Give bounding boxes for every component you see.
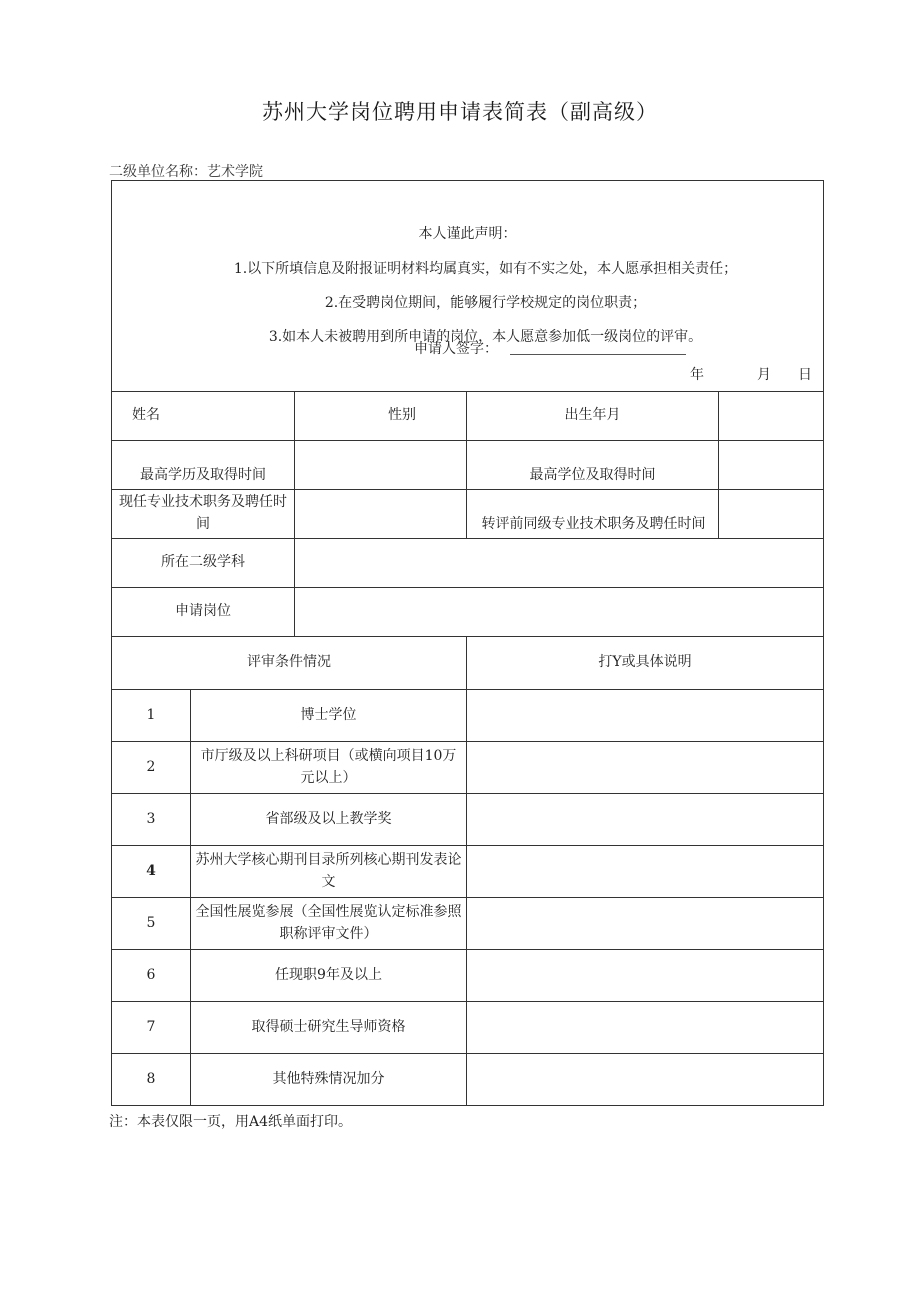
criteria-remark-cell[interactable] xyxy=(467,898,824,950)
declaration-item: 3.如本人未被聘用到所申请的岗位，本人愿意参加低一级岗位的评审。 xyxy=(268,328,703,345)
date-month-label: 月 xyxy=(757,367,771,383)
criteria-number: 2 xyxy=(112,742,191,794)
criteria-remark-cell[interactable] xyxy=(467,794,824,846)
prior-title-value-cell[interactable] xyxy=(719,490,824,539)
birth-value-cell[interactable] xyxy=(719,392,824,441)
name-label: 姓名 xyxy=(112,392,295,441)
highest-degree-value-cell[interactable] xyxy=(719,441,824,490)
criteria-text: 取得硕士研究生导师资格 xyxy=(191,1002,467,1054)
criteria-number: 3 xyxy=(112,794,191,846)
criteria-remark-cell[interactable] xyxy=(467,690,824,742)
highest-education-value-cell[interactable] xyxy=(295,441,467,490)
signature-row xyxy=(414,339,686,361)
discipline-label: 所在二级学科 xyxy=(112,539,295,588)
declaration-item: 1.以下所填信息及附报证明材料均属真实，如有不实之处，本人愿承担相关责任； xyxy=(233,261,738,278)
criteria-text: 其他特殊情况加分 xyxy=(191,1054,467,1106)
position-label: 申请岗位 xyxy=(112,588,295,637)
signature-label: 申请人签字： xyxy=(414,341,498,357)
criteria-number: 8 xyxy=(112,1054,191,1106)
current-title-label: 现任专业技术职务及聘任时间 xyxy=(112,490,295,539)
discipline-value-cell[interactable] xyxy=(295,539,824,588)
prior-title-label: 转评前同级专业技术职务及聘任时间 xyxy=(467,490,719,539)
signature-field[interactable] xyxy=(510,340,686,355)
criteria-number: 1 xyxy=(112,690,191,742)
criteria-header: 评审条件情况 xyxy=(112,637,467,690)
date-year-label: 年 xyxy=(690,367,704,383)
page-title: 苏州大学岗位聘用申请表简表（副高级） xyxy=(262,100,658,124)
highest-degree-label: 最高学位及取得时间 xyxy=(467,441,719,490)
criteria-remark-cell[interactable] xyxy=(467,742,824,794)
criteria-remark-cell[interactable] xyxy=(467,1054,824,1106)
criteria-text: 省部级及以上教学奖 xyxy=(191,794,467,846)
criteria-remark-cell[interactable] xyxy=(467,950,824,1002)
highest-education-label: 最高学历及取得时间 xyxy=(112,441,295,490)
declaration-cell xyxy=(112,181,824,392)
footnote: 注：本表仅限一页，用A4纸单面打印。 xyxy=(109,1114,353,1130)
criteria-text: 全国性展览参展（全国性展览认定标准参照职称评审文件） xyxy=(191,898,467,950)
criteria-remark-cell[interactable] xyxy=(467,1002,824,1054)
unit-name: 二级单位名称：艺术学院 xyxy=(109,164,263,180)
criteria-text: 博士学位 xyxy=(191,690,467,742)
criteria-number: 6 xyxy=(112,950,191,1002)
position-value-cell[interactable] xyxy=(295,588,824,637)
criteria-text: 任现职9年及以上 xyxy=(191,950,467,1002)
birth-label: 出生年月 xyxy=(467,392,719,441)
criteria-text: 苏州大学核心期刊目录所列核心期刊发表论文 xyxy=(191,846,467,898)
criteria-number: 4 xyxy=(112,846,191,898)
criteria-text: 市厅级及以上科研项目（或横向项目10万元以上） xyxy=(191,742,467,794)
criteria-remark-cell[interactable] xyxy=(467,846,824,898)
remarks-header: 打Y或具体说明 xyxy=(467,637,824,690)
criteria-number: 7 xyxy=(112,1002,191,1054)
declaration-item: 2.在受聘岗位期间，能够履行学校规定的岗位职责； xyxy=(324,295,647,311)
current-title-value-cell[interactable] xyxy=(295,490,467,539)
gender-label: 性别 xyxy=(295,392,467,441)
criteria-number: 5 xyxy=(112,898,191,950)
date-day-label: 日 xyxy=(798,367,812,383)
declaration-heading: 本人谨此声明： xyxy=(418,225,517,242)
application-form xyxy=(111,180,824,1106)
date-row xyxy=(664,365,812,387)
